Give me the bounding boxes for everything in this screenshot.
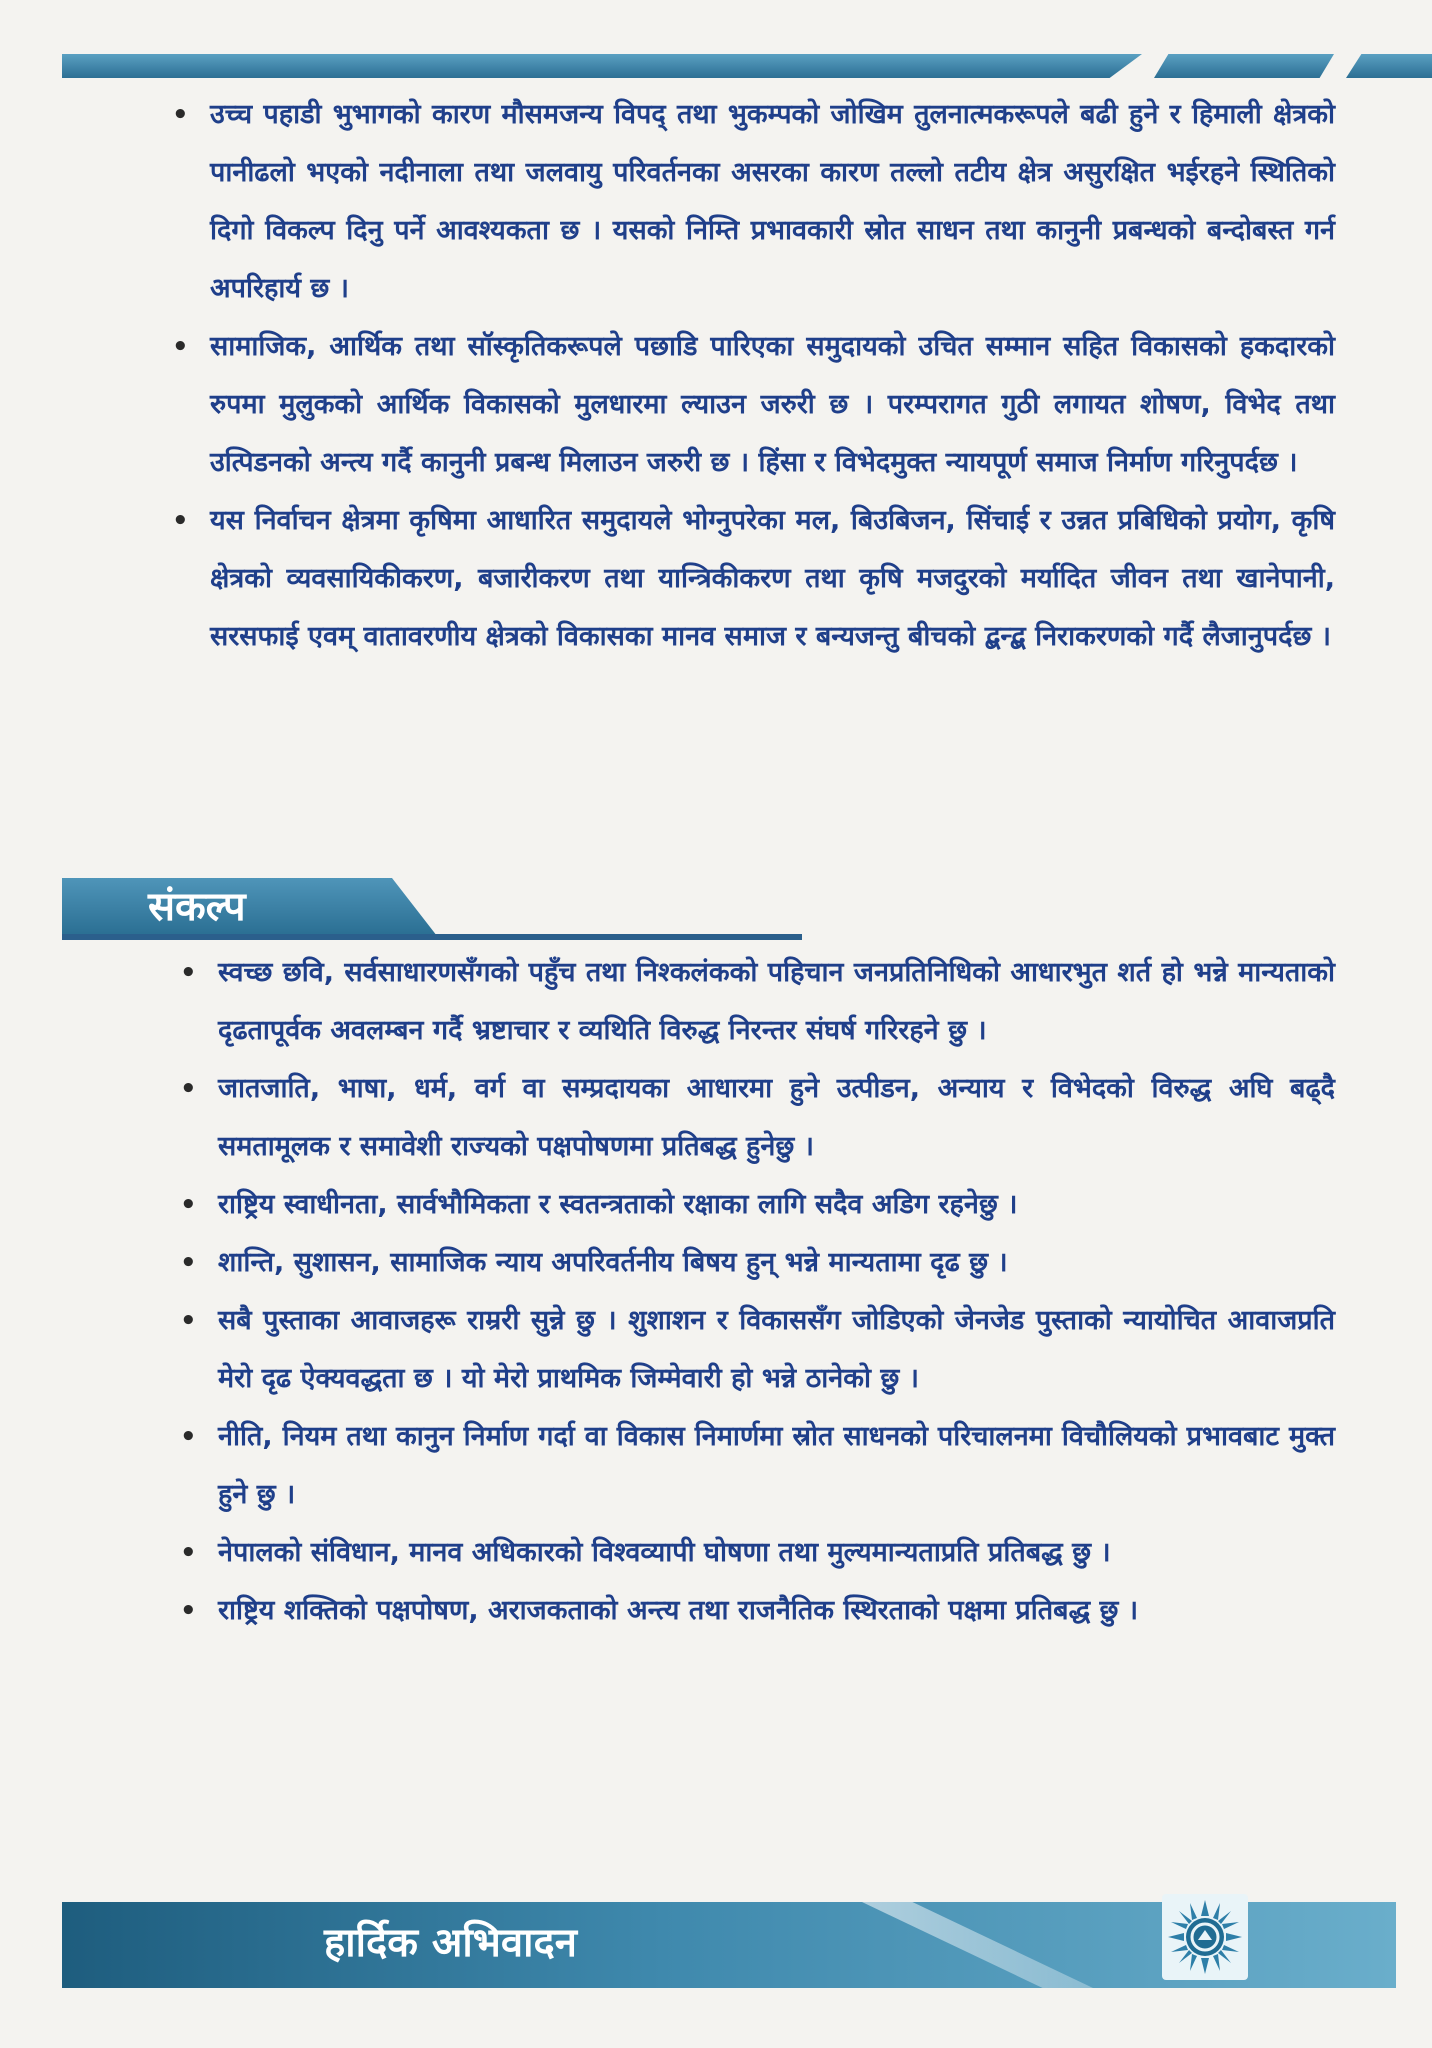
bullet-icon: •: [180, 1074, 197, 1104]
list-item: • सबै पुस्ताका आवाजहरू राम्ररी सुन्ने छु । शुशाशन र विकाससँग जोडिएको जेनजेड पुस्ताको न्यायोचित आवाजप्रति मेरो दृढ ऐक्यवद्धता छ । यो मेरो प्राथमिक जिम्मेवारी हो भन्ने ठानेको छु ।: [218, 1292, 1335, 1408]
list-item: • नीति, नियम तथा कानुन निर्माण गर्दा वा विकास निमार्णमा स्रोत साधनको परिचालनमा विचौलियको प्रभावबाट मुक्त हुने छु ।: [218, 1408, 1335, 1524]
list-item: • राष्ट्रिय स्वाधीनता, सार्वभौमिकता र स्वतन्त्रताको रक्षाका लागि सदैव अडिग रहनेछु ।: [218, 1176, 1335, 1234]
list-item: • स्वच्छ छवि, सर्वसाधारणसँगको पहुँच तथा निश्कलंकको पहिचान जनप्रतिनिधिको आधारभुत शर्त हो भन्ने मान्यताको दृढतापूर्वक अवलम्बन गर्दै भ्रष्टाचार र व्यथिति विरुद्ध निरन्तर संघर्ष गरिरहने छु ।: [218, 944, 1335, 1060]
bullet-icon: •: [180, 1248, 197, 1278]
bullet-icon: •: [172, 332, 189, 362]
bullet-icon: •: [180, 958, 197, 988]
bullet-icon: •: [172, 100, 189, 130]
bullet-icon: •: [180, 1190, 197, 1220]
sun-emblem-icon: [1162, 1894, 1248, 1980]
list-item: • सामाजिक, आर्थिक तथा सॉस्कृतिकरूपले पछाडि पारिएका समुदायको उचित सम्मान सहित विकासको हकदारको रुपमा मुलुकको आर्थिक विकासको मुलधारमा ल्याउन जरुरी छ । परम्परागत गुठी लगायत शोषण, विभेद तथा उत्पिडनको अन्त्य गर्दै कानुनी प्रबन्ध मिलाउन जरुरी छ । हिंसा र विभेदमुक्त न्यायपूर्ण समाज निर्माण गरिनुपर्दछ ।: [210, 318, 1335, 492]
agenda-list: [172, 86, 1335, 666]
bullet-icon: •: [180, 1596, 197, 1626]
section-heading: [62, 878, 802, 944]
bullet-icon: •: [180, 1538, 197, 1568]
list-item: • जातजाति, भाषा, धर्म, वर्ग वा सम्प्रदायका आधारमा हुने उत्पीडन, अन्याय र विभेदको विरुद्ध अघि बढ्दै समतामूलक र समावेशी राज्यको पक्षपोषणमा प्रतिबद्ध हुनेछु ।: [218, 1060, 1335, 1176]
bullet-icon: •: [180, 1306, 197, 1336]
greeting-title: हार्दिक अभिवादन: [324, 1920, 577, 1966]
resolution-list: [180, 944, 1335, 1640]
list-item: • शान्ति, सुशासन, सामाजिक न्याय अपरिवर्तनीय बिषय हुन् भन्ने मान्यतामा दृढ छु ।: [218, 1234, 1335, 1292]
section-heading-tab: [62, 878, 437, 936]
bullet-icon: •: [180, 1422, 197, 1452]
top-bar-segment: [1154, 54, 1334, 78]
footer-banner: [62, 1902, 1396, 1988]
top-bar-segment: [62, 54, 1142, 78]
list-item: • राष्ट्रिय शक्तिको पक्षपोषण, अराजकताको अन्त्य तथा राजनैतिक स्थिरताको पक्षमा प्रतिबद्ध छु ।: [218, 1582, 1335, 1640]
section-title: संकल्प: [148, 884, 246, 930]
list-item: • उच्च पहाडी भुभागको कारण मौसमजन्य विपद् तथा भुकम्पको जोखिम तुलनात्मकरूपले बढी हुने र हिमाली क्षेत्रको पानीढलो भएको नदीनाला तथा जलवायु परिवर्तनका असरका कारण तल्लो तटीय क्षेत्र असुरक्षित भईरहने स्थितिको दिगो विकल्प दिनु पर्ने आवश्यकता छ । यसको निम्ति प्रभावकारी स्रोत साधन तथा कानुनी प्रबन्धको बन्दोबस्त गर्न अपरिहार्य छ ।: [210, 86, 1335, 318]
bullet-icon: •: [172, 506, 189, 536]
top-bar-segment: [1346, 54, 1432, 78]
list-item: • यस निर्वाचन क्षेत्रमा कृषिमा आधारित समुदायले भोग्नुपरेका मल, बिउबिजन, सिंचाई र उन्नत प्रबिधिको प्रयोग, कृषि क्षेत्रको व्यवसायिकीकरण, बजारीकरण तथा यान्त्रिकीकरण तथा कृषि मजदुरको मर्यादित जीवन तथा खानेपानी, सरसफाई एवम् वातावरणीय क्षेत्रको विकासका मानव समाज र बन्यजन्तु बीचको द्बन्द्ब निराकरणको गर्दै लैजानुपर्दछ ।: [210, 492, 1335, 666]
section-heading-underline: [62, 934, 802, 940]
list-item: • नेपालको संविधान, मानव अधिकारको विश्वव्यापी घोषणा तथा मुल्यमान्यताप्रति प्रतिबद्ध छु ।: [218, 1524, 1335, 1582]
